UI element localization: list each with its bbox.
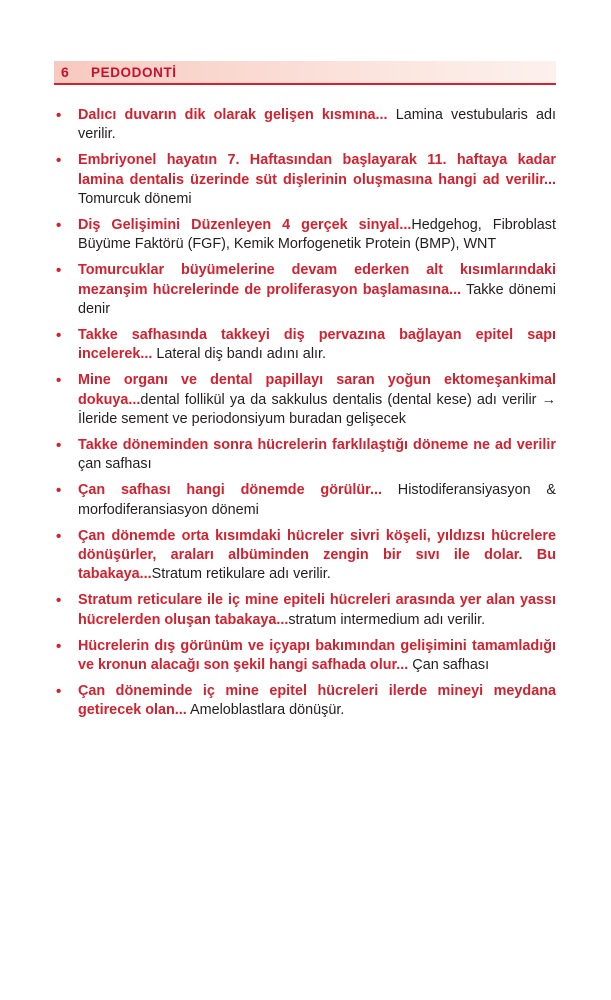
bullet-icon: • xyxy=(56,217,62,235)
list-item xyxy=(54,591,556,629)
bullet-icon: • xyxy=(56,637,62,655)
answer-text: Hedgehog, Fibroblast Büyüme Faktörü (FGF), Kemik Morfogenetik Protein (BMP), WNT xyxy=(78,217,556,253)
bullet-icon: • xyxy=(56,592,62,610)
bullet-icon: • xyxy=(56,482,62,500)
bullet-icon: • xyxy=(56,152,62,170)
answer-text: çan safhası xyxy=(78,456,152,473)
answer-text: Tomurcuk dönemi xyxy=(78,190,192,207)
bullet-icon: • xyxy=(56,527,62,545)
list-item xyxy=(54,436,556,474)
list-item xyxy=(54,527,556,585)
question-text: Çan döneminde iç mine epitel hücreleri ilerde mineyi meydana getirecek olan... xyxy=(78,683,556,719)
answer-text: stratum intermedium adı verilir. xyxy=(288,611,486,628)
answer-text: Stratum retikulare adı verilir. xyxy=(151,566,331,583)
answer-text: Çan safhası xyxy=(408,657,490,674)
answer-text: Histodiferansiyasyon & morfodiferansiasyon dönemi xyxy=(78,482,557,518)
answer-text: dental follikül ya da sakkulus dentalis (dental kese) adı verilir → İleride sement ve periodonsiyum buradan gelişecek xyxy=(78,391,556,427)
chapter-title: PEDODONTİ xyxy=(91,64,177,80)
qa-list xyxy=(54,106,556,728)
page-header xyxy=(54,61,556,85)
question-text: Çan dönemde orta kısımdaki hücreler sivri köşeli, yıldızsı hücrelere dönüşürler, araları albüminden zengin bir sıvı ile dolar. Bu tabakaya... xyxy=(78,527,556,583)
question-text: Tomurcuklar büyümelerine devam ederken alt kısımlarındaki mezanşim hücrelerinde de proliferasyon başlamasına... xyxy=(78,262,556,298)
list-item xyxy=(54,151,556,209)
answer-text: Takke dönemi denir xyxy=(78,281,556,317)
list-item xyxy=(54,326,556,364)
answer-text: Lateral diş bandı adını alır. xyxy=(152,346,327,363)
bullet-icon: • xyxy=(56,437,62,455)
question-text: Diş Gelişimini Düzenleyen 4 gerçek sinyal... xyxy=(78,217,412,234)
question-text: Dalıcı duvarın dik olarak gelişen kısmına... xyxy=(78,107,388,123)
question-text: Stratum reticulare ile iç mine epiteli hücreleri arasında yer alan yassı hücrelerden oluşan tabakaya... xyxy=(78,592,556,628)
question-text: Hücrelerin dış görünüm ve içyapı bakımından gelişimini tamamladığı ve kronun alacağı son şekil hangi safhada olur... xyxy=(78,637,556,674)
bullet-icon: • xyxy=(56,683,62,701)
list-item xyxy=(54,261,556,319)
list-item xyxy=(54,106,556,144)
list-item xyxy=(54,371,556,429)
bullet-icon: • xyxy=(56,372,62,390)
question-text: Takke safhasında takkeyi diş pervazına bağlayan epitel sapı incelerek... xyxy=(78,327,556,363)
question-text: Embriyonel hayatın 7. Haftasından başlayarak 11. haftaya kadar lamina dentalis üzerinde süt dişlerinin oluşmasına hangi ad verilir... xyxy=(78,152,556,188)
question-text: Çan safhası hangi dönemde görülür... xyxy=(78,482,382,499)
question-text: Mine organı ve dental papillayı saran yoğun ektomeşankimal dokuya... xyxy=(78,372,556,408)
list-item xyxy=(54,682,556,720)
answer-text: Ameloblastlara dönüşür. xyxy=(186,702,345,719)
list-item xyxy=(54,216,556,254)
page-number: 6 xyxy=(61,64,69,80)
bullet-icon: • xyxy=(56,107,62,124)
bullet-icon: • xyxy=(56,327,62,345)
list-item xyxy=(54,637,556,675)
question-text: Takke döneminden sonra hücrelerin farklılaştığı döneme ne ad verilir xyxy=(78,437,556,454)
bullet-icon: • xyxy=(56,262,62,280)
answer-text: Lamina vestubularis adı verilir. xyxy=(78,107,556,143)
list-item xyxy=(54,481,556,519)
